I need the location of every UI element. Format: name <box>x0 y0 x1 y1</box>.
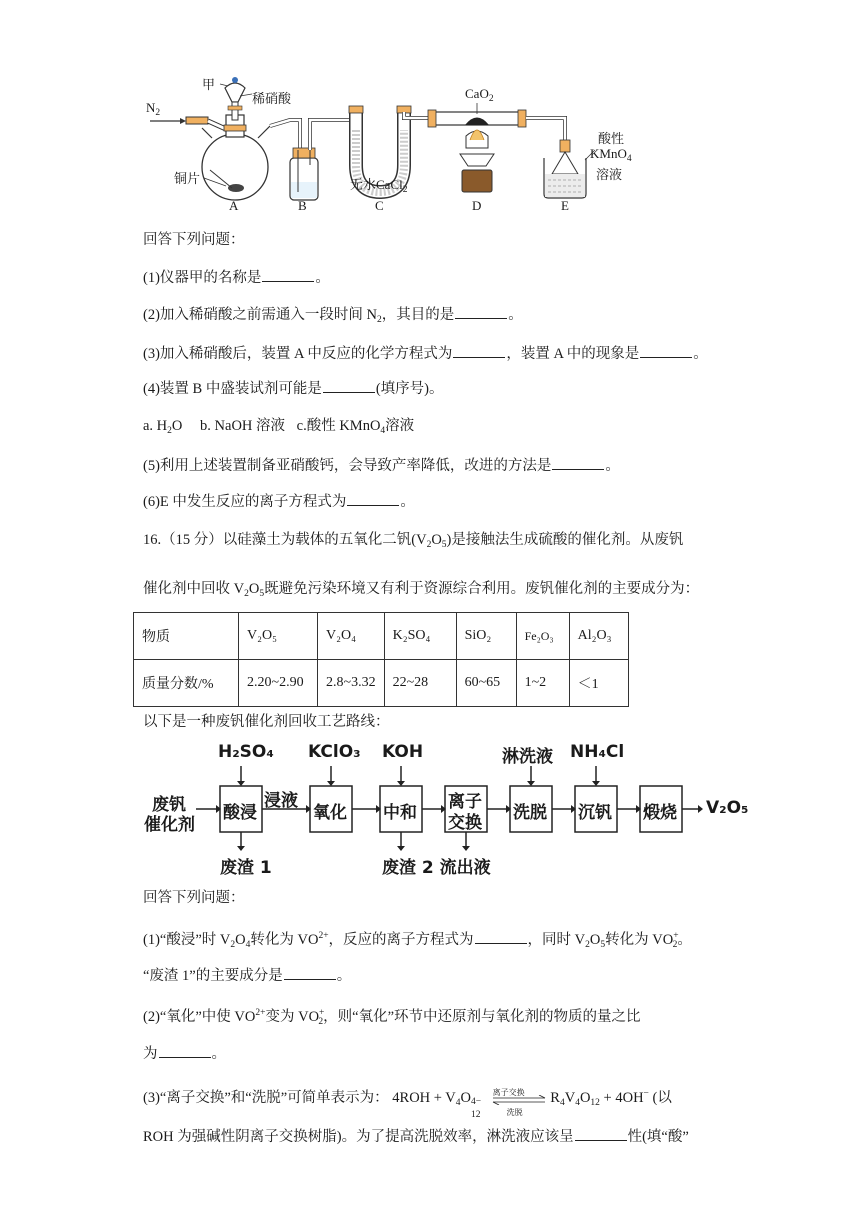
q15-intro: 回答下列问题： <box>143 232 245 248</box>
exchange-equation: $4ROH + V_4O$ 4− 12 离子交换 洗脱 $R_4V_4O_{12} + 4OH^-$ (以 <box>392 1087 672 1120</box>
option-b: b. NaOH 溶液 <box>200 418 286 434</box>
q16-p2-line2: 为 。 <box>143 1043 226 1064</box>
kmno4-label: KMnO$_4$ <box>590 146 632 164</box>
jia-label: 甲 <box>202 77 216 92</box>
table-cell: 22~28 <box>384 660 456 707</box>
cao2-label: CaO$_2$ <box>465 86 494 104</box>
device-letter-a: A <box>229 198 239 213</box>
q15-p6: (6)E 中发生反应的离子方程式为 。 <box>143 491 415 512</box>
answer-blank[interactable] <box>575 1126 627 1141</box>
q16-p2: (2)“氧化”中使 $VO^{2+}$变为 $VO^+_2$，则“氧化”环节中还原剂与氧化剂的物质的量之比 <box>143 1008 641 1027</box>
answer-blank[interactable] <box>284 965 336 980</box>
table-cell: 质量分数/% <box>134 660 239 707</box>
q16-intro2: 回答下列问题： <box>143 890 245 906</box>
reversible-arrow: 离子交换 洗脱 <box>491 1089 547 1109</box>
option-a: a. $H_2O$ <box>143 418 183 436</box>
table-row <box>134 660 629 707</box>
table-cell: 2.8~3.32 <box>318 660 385 707</box>
solution-label: 溶液 <box>596 167 623 182</box>
flow-box-calcine: 煅烧 <box>643 803 677 823</box>
flow-box-neutralize: 中和 <box>383 803 417 823</box>
device-letter-c: C <box>375 198 384 213</box>
q16-heading: 16.（15 分）以硅藻土为载体的五氧化二钒$(V_2O_5)$是接触法生成硫酸的催化剂。从废钒 <box>143 532 684 550</box>
q15-p4: (4)装置 B 中盛装试剂可能是 (填序号)。 <box>143 378 444 399</box>
answer-blank[interactable] <box>455 304 507 319</box>
flow-output-residue1: 废渣 1 <box>220 858 272 878</box>
flow-box-ion-exchange-2: 交换 <box>448 813 482 833</box>
table-cell: 60~65 <box>456 660 516 707</box>
option-c: c.酸性 KMnO$_4$溶液 <box>296 418 415 436</box>
acidic-label: 酸性 <box>598 131 625 146</box>
flow-box-oxidation: 氧化 <box>313 803 347 823</box>
cacl2-label: 无水CaCl$_2$ <box>350 177 408 195</box>
q16-p1: (1)“酸浸”时 $V_2O_4$转化为 $VO^{2+}$，反应的离子方程式为 ，同时 $V_2O_5$转化为 $VO^+_2$。 <box>143 931 692 950</box>
answer-blank[interactable] <box>262 267 314 282</box>
flow-output-residue2: 废渣 2 流出液 <box>382 858 491 878</box>
flow-input-koh: KOH <box>382 742 424 762</box>
q16-line2: 催化剂中回收 $V_2O_5$既避免污染环境又有利于资源综合利用。废钒催化剂的主要成分为： <box>143 581 700 599</box>
flow-box-ion-exchange-1: 离子 <box>448 792 482 812</box>
table-cell: K₂SO₄ <box>384 613 456 660</box>
q15-options <box>143 416 414 441</box>
table-cell: Al₂O₃ <box>569 613 628 660</box>
table-cell: ＜1 <box>569 660 628 707</box>
flow-product: V₂O₅ <box>706 798 749 818</box>
n2-label: $N_2$ <box>146 100 161 118</box>
flow-leach-label: 浸液 <box>264 791 298 811</box>
flow-start-line2: 催化剂 <box>144 815 195 835</box>
device-letter-b: B <box>298 198 307 213</box>
answer-blank[interactable] <box>159 1043 211 1058</box>
copper-label: 铜片 <box>174 171 201 186</box>
answer-blank[interactable] <box>640 343 692 358</box>
answer-blank[interactable] <box>347 491 399 506</box>
table-cell: SiO₂ <box>456 613 516 660</box>
flow-box-elution: 洗脱 <box>513 803 547 823</box>
apparatus-figure <box>140 70 660 220</box>
table-cell: 1~2 <box>516 660 569 707</box>
q15-p2: (2)加入稀硝酸之前需通入一段时间 $N_2$，其目的是 。 <box>143 304 523 330</box>
flow-input-kclo3: KClO₃ <box>308 742 361 762</box>
q16-p3: (3)“离子交换”和“洗脱”可简单表示为： $4ROH + V_4O$ 4− 12 离子交换 洗脱 $R_4V_4O_{12} + 4OH^-$ (以 <box>143 1087 672 1120</box>
flow-input-nh4cl: NH₄Cl <box>570 742 625 762</box>
flow-box-precipitate: 沉钒 <box>578 803 612 823</box>
composition-table <box>133 612 629 707</box>
q16-p3-line2: ROH 为强碱性阴离子交换树脂)。为了提高洗脱效率，淋洗液应该呈 性(填“酸” <box>143 1126 689 1147</box>
table-row <box>134 613 629 660</box>
table-cell: V₂O₅ <box>239 613 318 660</box>
apparatus-drawing <box>140 70 660 220</box>
table-cell: V₂O₄ <box>318 613 385 660</box>
flow-box-acid-leach: 酸浸 <box>223 803 257 823</box>
q16-p1-line2: “废渣 1”的主要成分是 。 <box>143 965 351 986</box>
answer-blank[interactable] <box>552 455 604 470</box>
table-cell: Fe₂O₃ <box>516 613 569 660</box>
answer-blank[interactable] <box>323 378 375 393</box>
table-cell: 物质 <box>134 613 239 660</box>
answer-blank[interactable] <box>453 343 505 358</box>
table-cell: 2.20~2.90 <box>239 660 318 707</box>
answer-blank[interactable] <box>475 929 527 944</box>
process-flowchart <box>130 736 770 878</box>
q15-p3: (3)加入稀硝酸后，装置 A 中反应的化学方程式为 ，装置 A 中的现象是 。 <box>143 343 708 364</box>
route-intro: 以下是一种废钒催化剂回收工艺路线： <box>143 714 390 730</box>
flow-start-line1: 废钒 <box>152 795 186 815</box>
flow-input-eluent: 淋洗液 <box>502 747 553 767</box>
device-letter-e: E <box>561 198 569 213</box>
device-letter-d: D <box>472 198 482 213</box>
flow-input-h2so4: H₂SO₄ <box>218 742 274 762</box>
q15-p5: (5)利用上述装置制备亚硝酸钙，会导致产率降低，改进的方法是 。 <box>143 455 620 476</box>
q15-p1: (1)仪器甲的名称是 。 <box>143 267 330 288</box>
dilute-nitric-label: 稀硝酸 <box>252 91 292 106</box>
